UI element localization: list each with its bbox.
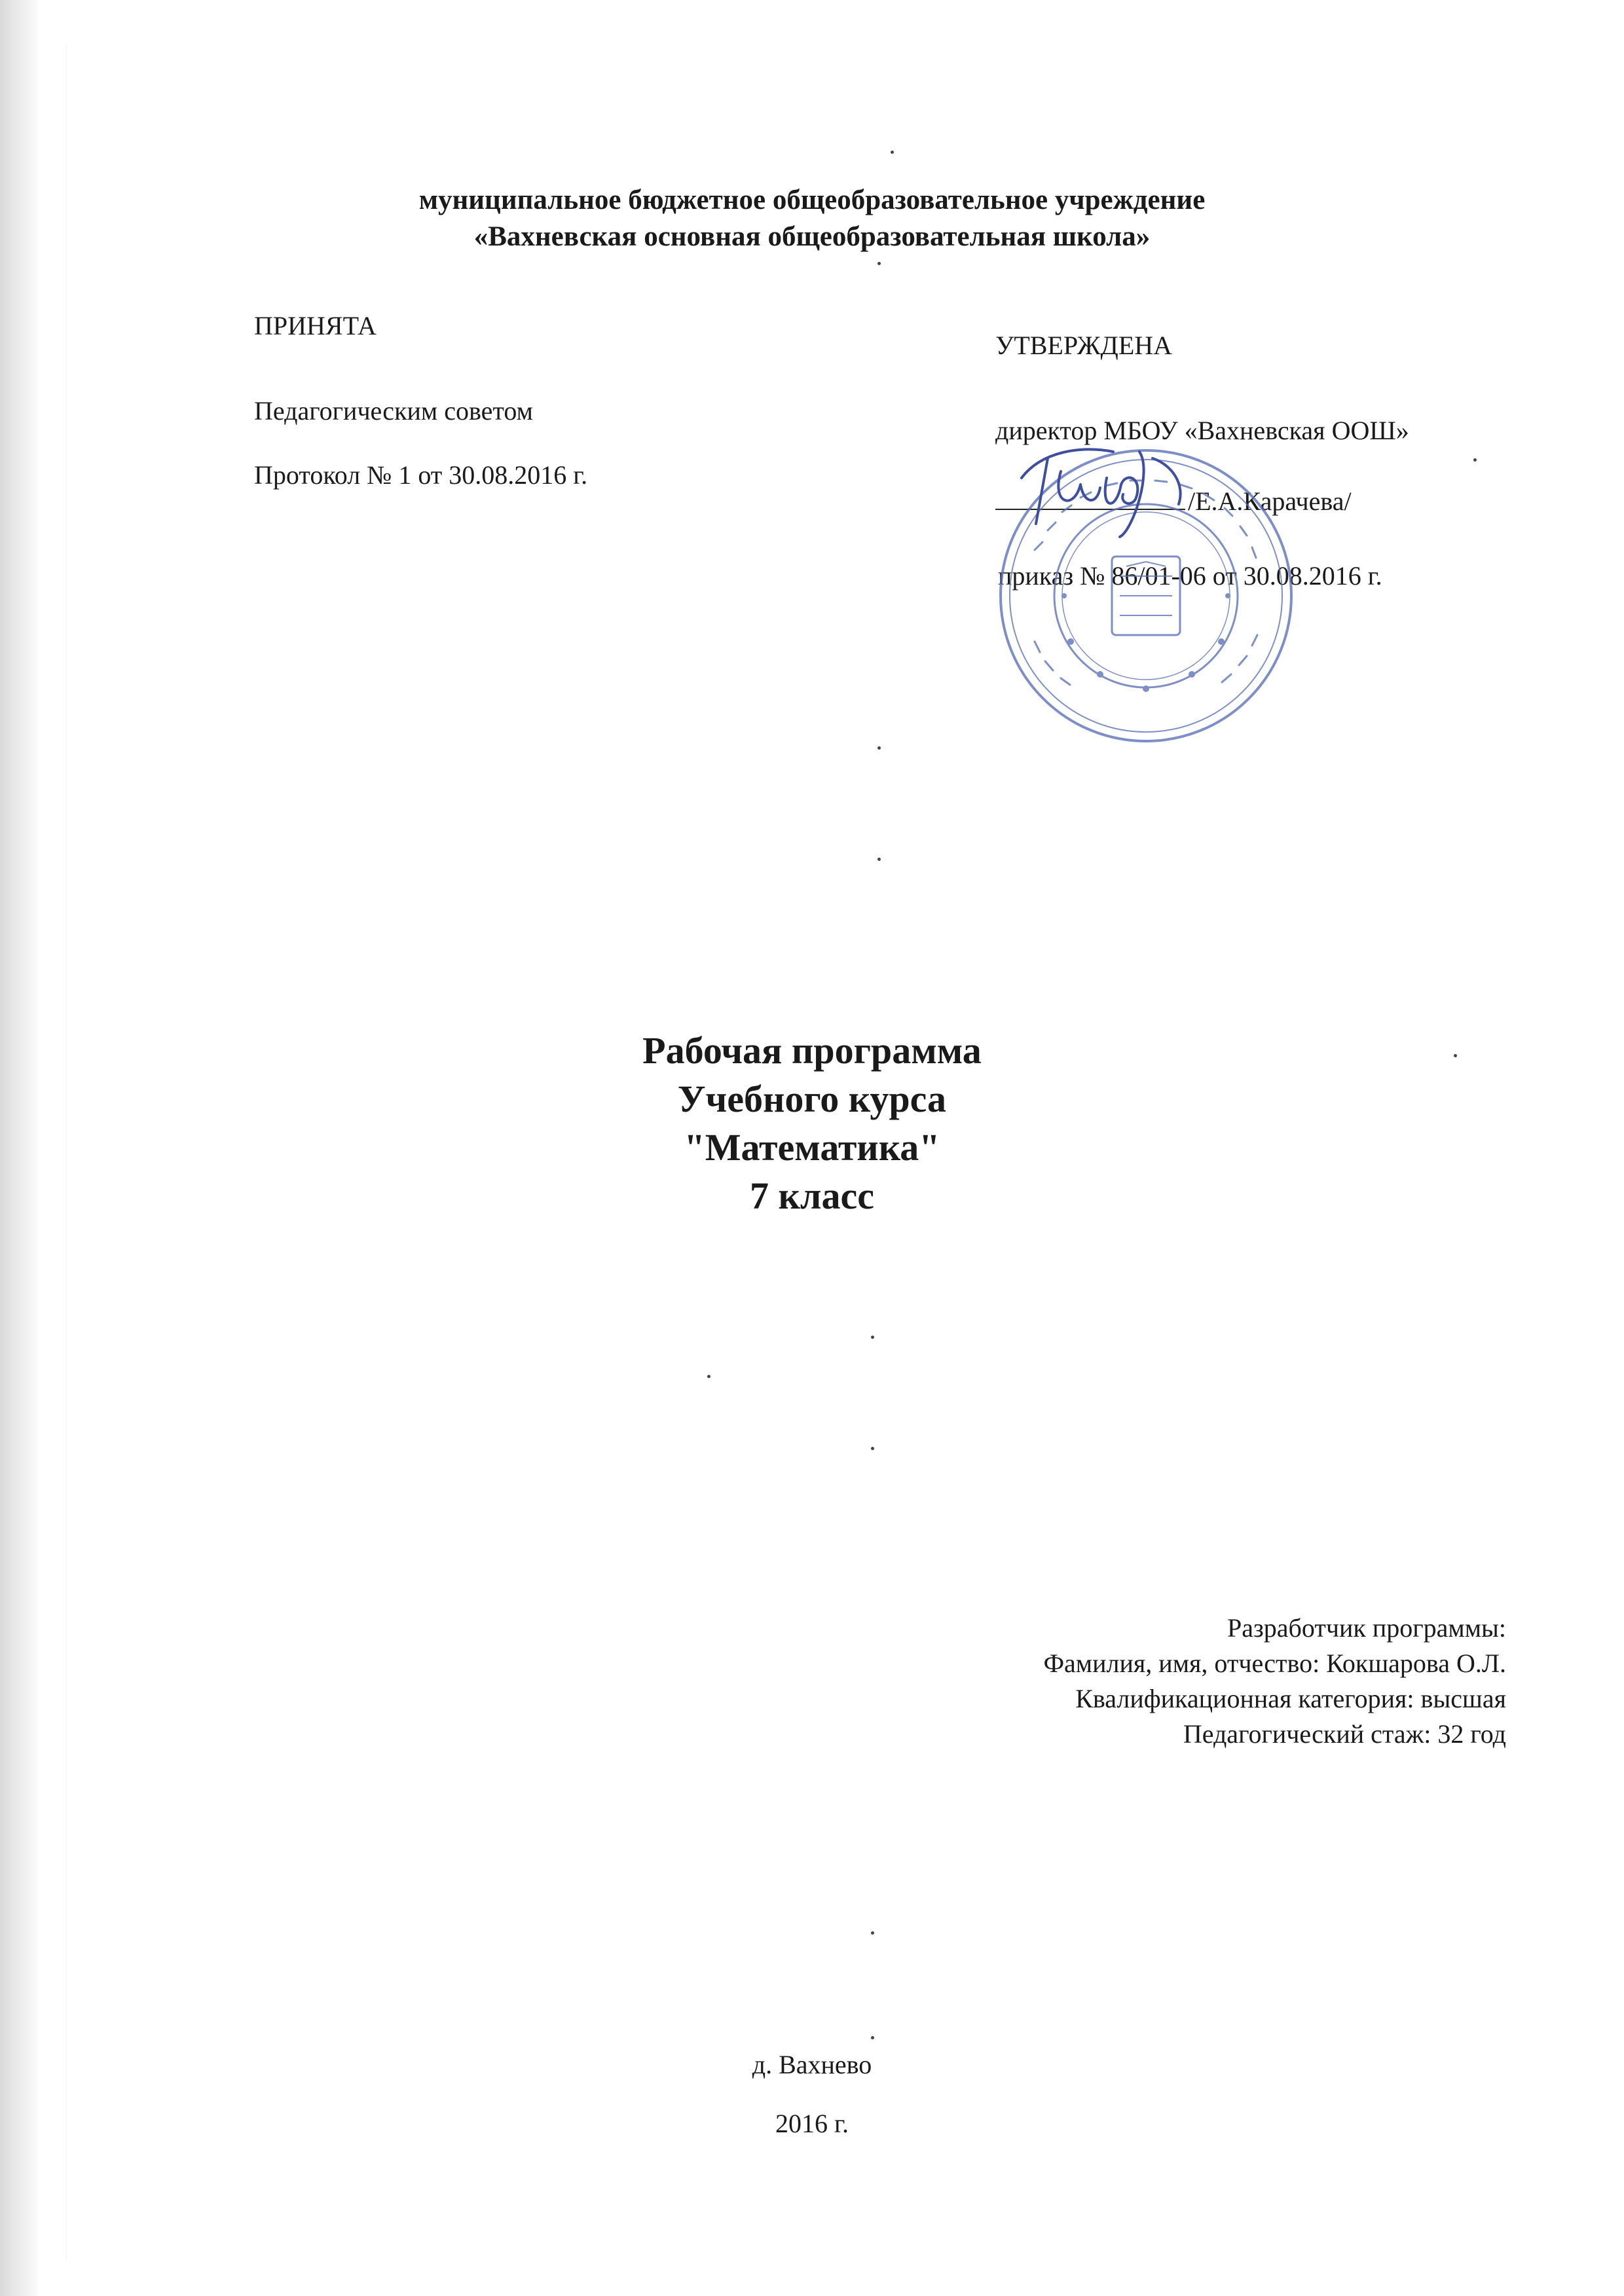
institution-header	[0, 182, 1624, 255]
developer-experience: Педагогический стаж: 32 год	[1183, 1719, 1506, 1749]
institution-type: муниципальное бюджетное общеобразовательное учреждение	[418, 185, 1206, 215]
developer-name: Фамилия, имя, отчество: Кокшарова О.Л.	[1043, 1649, 1506, 1678]
scan-speck	[871, 1931, 874, 1935]
institution-name: «Вахневская основная общеобразовательная школа»	[473, 221, 1151, 252]
title-line-program: Рабочая программа	[642, 1029, 982, 1072]
developer-heading: Разработчик программы:	[1227, 1613, 1506, 1643]
title-line-course: Учебного курса	[677, 1078, 947, 1120]
document-title	[0, 1027, 1624, 1220]
footer-year: 2016 г.	[775, 2109, 849, 2138]
scan-speck	[707, 1375, 710, 1378]
approved-heading: УТВЕРЖДЕНА	[995, 331, 1173, 360]
director-signature	[1002, 432, 1198, 543]
scan-speck	[871, 2036, 874, 2039]
title-line-grade: 7 класс	[750, 1175, 874, 1217]
accepted-protocol: Протокол № 1 от 30.08.2016 г.	[254, 460, 588, 490]
scan-speck	[877, 858, 881, 861]
approved-name: /Е.А.Карачева/	[1188, 486, 1352, 516]
accepted-heading: ПРИНЯТА	[254, 311, 377, 340]
scan-speck	[871, 1336, 874, 1339]
footer-place: д. Вахнево	[752, 2050, 872, 2079]
approved-order: приказ № 86/01-06 от 30.08.2016 г.	[998, 561, 1382, 591]
scan-speck	[891, 151, 894, 154]
title-line-subject: "Математика"	[684, 1126, 940, 1169]
scan-speck	[877, 262, 881, 265]
scan-speck	[871, 1447, 874, 1450]
scan-speck	[1473, 458, 1477, 462]
accepted-body: Педагогическим советом	[254, 396, 533, 426]
developer-info	[1043, 1611, 1506, 1752]
developer-category: Квалификационная категория: высшая	[1075, 1684, 1506, 1713]
scan-speck	[1454, 1054, 1457, 1057]
approved-position: директор МБОУ «Вахневская ООШ»	[995, 416, 1409, 445]
scan-speck	[877, 746, 881, 750]
